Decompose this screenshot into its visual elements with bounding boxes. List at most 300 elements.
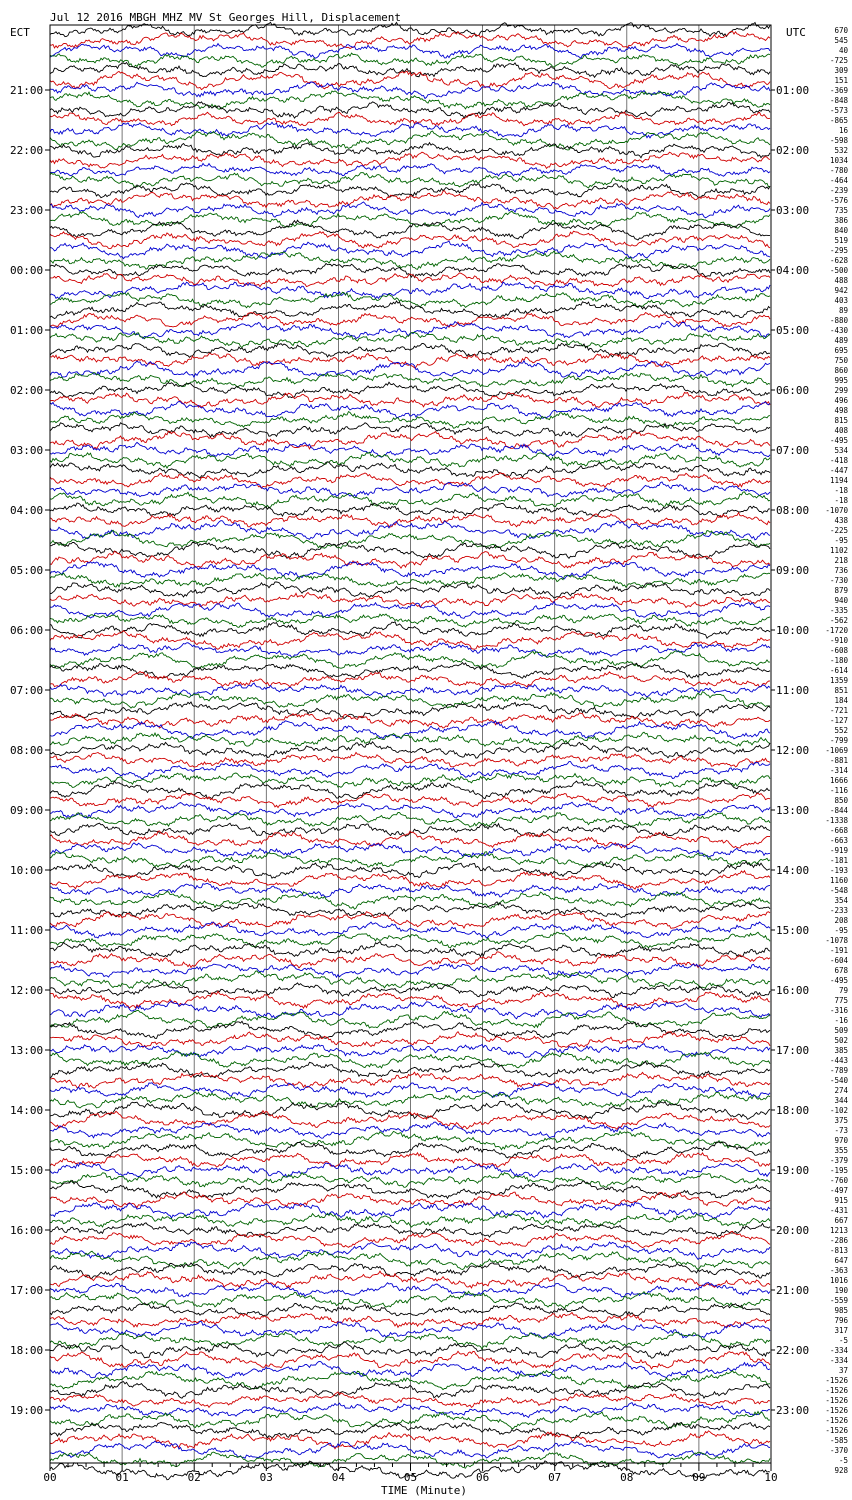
offset-label: 375 <box>834 1116 848 1125</box>
trace-line <box>50 1163 770 1178</box>
offset-label: 970 <box>834 1136 848 1145</box>
trace-line <box>50 202 770 218</box>
trace-line <box>50 82 770 99</box>
offset-label: -576 <box>829 196 848 205</box>
offset-label: 840 <box>834 226 848 235</box>
trace-line <box>50 321 770 338</box>
offset-label: 545 <box>834 36 848 45</box>
trace-line <box>50 702 770 719</box>
offset-label: -598 <box>829 136 848 145</box>
offset-label: -18 <box>834 496 848 505</box>
trace-line <box>50 473 770 489</box>
offset-label: 438 <box>834 516 848 525</box>
trace-line <box>50 521 770 540</box>
offset-label: 151 <box>834 76 848 85</box>
trace-line <box>50 143 770 158</box>
x-tick-label: 06 <box>475 1471 490 1484</box>
offset-label: -844 <box>829 806 848 815</box>
trace-line <box>50 713 770 728</box>
right-hour-label: 14:00 <box>776 864 810 877</box>
offset-label: -18 <box>834 486 848 495</box>
trace-line <box>50 1173 770 1188</box>
offset-label: -668 <box>829 826 848 835</box>
trace-line <box>50 1181 770 1199</box>
chart-title: Jul 12 2016 MBGH MHZ MV St Georges Hill, Displacement <box>50 11 401 24</box>
trace-line <box>50 1321 770 1338</box>
trace-line <box>50 452 770 468</box>
left-hour-label: 11:00 <box>10 924 44 937</box>
right-hour-label: 11:00 <box>776 684 810 697</box>
trace-line <box>50 313 770 328</box>
offset-label: -730 <box>829 576 848 585</box>
offset-label: -370 <box>829 1446 848 1455</box>
trace-line <box>50 173 770 188</box>
right-hour-label: 22:00 <box>776 1344 810 1357</box>
left-hour-label: 13:00 <box>10 1044 44 1057</box>
left-hour-labels <box>10 84 50 1417</box>
x-tick-label: 04 <box>331 1471 346 1484</box>
offset-label: -5 <box>838 1456 848 1465</box>
trace-line <box>50 1291 770 1308</box>
left-hour-label: 16:00 <box>10 1224 44 1237</box>
left-axis-label: ECT <box>10 26 30 39</box>
trace-line <box>50 530 770 548</box>
offset-label: 647 <box>834 1256 848 1265</box>
offset-label: 1666 <box>829 776 848 785</box>
trace-line <box>50 1412 770 1429</box>
offset-label: -1526 <box>825 1426 848 1435</box>
offset-label: -614 <box>829 666 848 675</box>
right-hour-label: 15:00 <box>776 924 810 937</box>
offset-label: -127 <box>829 716 848 725</box>
offset-label: 1160 <box>829 876 848 885</box>
offset-label: 344 <box>834 1096 848 1105</box>
trace-line <box>50 991 770 1008</box>
trace-line <box>50 692 770 708</box>
offset-label: -495 <box>829 976 848 985</box>
left-hour-label: 21:00 <box>10 84 44 97</box>
trace-line <box>50 333 770 348</box>
right-axis-label: UTC <box>786 26 806 39</box>
offset-label: 299 <box>834 386 848 395</box>
right-hour-label: 08:00 <box>776 504 810 517</box>
offset-label: -464 <box>829 176 848 185</box>
trace-line <box>50 163 770 176</box>
offset-label: -295 <box>829 246 848 255</box>
offset-label: -1069 <box>825 746 848 755</box>
offset-label: 1016 <box>829 1276 848 1285</box>
trace-line <box>50 392 770 407</box>
offset-label: 940 <box>834 596 848 605</box>
trace-line <box>50 22 770 36</box>
offset-label: -95 <box>834 536 848 545</box>
trace-line <box>50 902 770 918</box>
trace-line <box>50 361 770 377</box>
trace-line <box>50 44 770 59</box>
offset-label: -314 <box>829 766 848 775</box>
trace-line <box>50 843 770 857</box>
offset-label: 502 <box>834 1036 848 1045</box>
trace-line <box>50 1303 770 1317</box>
x-tick-label: 08 <box>620 1471 634 1484</box>
right-hour-label: 07:00 <box>776 444 810 457</box>
offset-label: 851 <box>834 686 848 695</box>
offset-label: -604 <box>829 956 848 965</box>
left-hour-label: 18:00 <box>10 1344 44 1357</box>
trace-line <box>50 982 770 997</box>
offset-label: 532 <box>834 146 848 155</box>
offset-label: 403 <box>834 296 848 305</box>
trace-line <box>50 932 770 948</box>
trace-line <box>50 482 770 497</box>
trace-line <box>50 672 770 688</box>
left-hour-label: 01:00 <box>10 324 44 337</box>
x-tick-label: 00 <box>43 1471 57 1484</box>
offset-label: 1194 <box>829 476 848 485</box>
offset-label: -1070 <box>825 506 848 515</box>
trace-line <box>50 1282 770 1297</box>
offset-label: 552 <box>834 726 848 735</box>
offset-label: -1720 <box>825 626 848 635</box>
left-hour-label: 14:00 <box>10 1104 44 1117</box>
trace-line <box>50 292 770 308</box>
left-hour-label: 10:00 <box>10 864 44 877</box>
offset-label: 928 <box>834 1466 848 1475</box>
right-hour-label: 19:00 <box>776 1164 810 1177</box>
offset-label: -195 <box>829 1166 848 1175</box>
trace-line <box>50 1032 770 1048</box>
trace-line <box>50 53 770 67</box>
trace-line <box>50 1251 770 1269</box>
offset-label: 985 <box>834 1306 848 1315</box>
offset-label: -562 <box>829 616 848 625</box>
right-hour-label: 05:00 <box>776 324 810 337</box>
left-hour-label: 19:00 <box>10 1404 44 1417</box>
offset-label: 915 <box>834 1196 848 1205</box>
trace-line <box>50 683 770 697</box>
left-hour-label: 00:00 <box>10 264 44 277</box>
offset-label: 40 <box>838 46 848 55</box>
offset-label: -443 <box>829 1056 848 1065</box>
offset-label: -1078 <box>825 936 848 945</box>
offset-label: -418 <box>829 456 848 465</box>
trace-line <box>50 651 770 669</box>
offset-label: -363 <box>829 1266 848 1275</box>
trace-line <box>50 91 770 109</box>
left-hour-label: 17:00 <box>10 1284 44 1297</box>
offset-label: -789 <box>829 1066 848 1075</box>
left-hour-label: 12:00 <box>10 984 44 997</box>
trace-line <box>50 1361 770 1378</box>
offset-label: 79 <box>838 986 848 995</box>
left-hour-label: 06:00 <box>10 624 44 637</box>
trace-line <box>50 752 770 767</box>
offset-label: -191 <box>829 946 848 955</box>
offset-label: -540 <box>829 1076 848 1085</box>
x-tick-label: 09 <box>692 1471 706 1484</box>
offset-label: -73 <box>834 1126 848 1135</box>
offset-label: 16 <box>838 126 848 135</box>
trace-line <box>50 1242 770 1259</box>
right-hour-label: 23:00 <box>776 1404 810 1417</box>
trace-line <box>50 762 770 779</box>
offset-label: 498 <box>834 406 848 415</box>
trace-line <box>50 343 770 357</box>
trace-line <box>50 71 770 89</box>
x-tick-label: 10 <box>764 1471 778 1484</box>
offset-label: 534 <box>834 446 848 455</box>
trace-line <box>50 152 770 168</box>
trace-line <box>50 964 770 977</box>
offset-label: -181 <box>829 856 848 865</box>
offset-label: -334 <box>829 1346 848 1355</box>
trace-line <box>50 1010 770 1028</box>
offset-label: 750 <box>834 356 848 365</box>
offset-label: 1213 <box>829 1226 848 1235</box>
x-tick-label: 01 <box>115 1471 129 1484</box>
offset-label: -431 <box>829 1206 848 1215</box>
offset-label: -497 <box>829 1186 848 1195</box>
offset-label: -865 <box>829 116 848 125</box>
left-hour-label: 23:00 <box>10 204 44 217</box>
offset-label: -369 <box>829 86 848 95</box>
offset-label: -880 <box>829 316 848 325</box>
trace-line <box>50 732 770 746</box>
trace-line <box>50 1202 770 1219</box>
offset-label: 509 <box>834 1026 848 1035</box>
offset-label: -430 <box>829 326 848 335</box>
offset-label: -95 <box>834 926 848 935</box>
offset-label: -548 <box>829 886 848 895</box>
offset-label: -193 <box>829 866 848 875</box>
offset-label: -102 <box>829 1106 848 1115</box>
left-hour-label: 22:00 <box>10 144 44 157</box>
offset-label: 184 <box>834 696 848 705</box>
right-hour-label: 16:00 <box>776 984 810 997</box>
offset-label: -286 <box>829 1236 848 1245</box>
trace-line <box>50 442 770 457</box>
offset-label: 667 <box>834 1216 848 1225</box>
offset-label: 678 <box>834 966 848 975</box>
offset-label: -910 <box>829 636 848 645</box>
trace-line <box>50 813 770 828</box>
offset-label: 309 <box>834 66 848 75</box>
trace-line <box>50 1342 770 1358</box>
offset-label: -1526 <box>825 1396 848 1405</box>
left-hour-label: 05:00 <box>10 564 44 577</box>
offset-label: -1526 <box>825 1416 848 1425</box>
x-tick-label: 07 <box>548 1471 562 1484</box>
trace-line <box>50 382 770 397</box>
trace-line <box>50 793 770 808</box>
right-hour-label: 09:00 <box>776 564 810 577</box>
right-hour-label: 18:00 <box>776 1104 810 1117</box>
offset-label: 860 <box>834 366 848 375</box>
offset-label: -628 <box>829 256 848 265</box>
trace-line <box>50 1044 770 1058</box>
trace-line <box>50 892 770 910</box>
offset-label: 695 <box>834 346 848 355</box>
trace-line <box>50 102 770 118</box>
offset-label: -919 <box>829 846 848 855</box>
right-hour-label: 04:00 <box>776 264 810 277</box>
offset-label: 670 <box>834 26 848 35</box>
trace-line <box>50 1153 770 1167</box>
right-hour-label: 01:00 <box>776 84 810 97</box>
offset-label: 796 <box>834 1316 848 1325</box>
offset-label: -180 <box>829 656 848 665</box>
offset-label: 496 <box>834 396 848 405</box>
trace-line <box>50 1001 770 1019</box>
offset-label: -447 <box>829 466 848 475</box>
left-hour-label: 07:00 <box>10 684 44 697</box>
trace-line <box>50 631 770 650</box>
offset-label: 1034 <box>829 156 848 165</box>
trace-line <box>50 1382 770 1399</box>
trace-line <box>50 1122 770 1138</box>
trace-line <box>50 1101 770 1119</box>
trace-line <box>50 852 770 868</box>
offset-label: -1526 <box>825 1376 848 1385</box>
trace-group <box>50 22 770 1480</box>
offset-label: 386 <box>834 216 848 225</box>
offset-label: -780 <box>829 166 848 175</box>
offset-label: -559 <box>829 1296 848 1305</box>
offset-label: -334 <box>829 1356 848 1365</box>
offset-label: -5 <box>838 1336 848 1345</box>
offset-label: 995 <box>834 376 848 385</box>
trace-line <box>50 122 770 138</box>
offset-label: -813 <box>829 1246 848 1255</box>
trace-line <box>50 431 770 449</box>
trace-line <box>50 63 770 78</box>
trace-line <box>50 112 770 126</box>
offset-label: -881 <box>829 756 848 765</box>
offset-label: 1359 <box>829 676 848 685</box>
left-hour-label: 04:00 <box>10 504 44 517</box>
offset-label: -233 <box>829 906 848 915</box>
trace-line <box>50 1313 770 1328</box>
trace-line <box>50 663 770 679</box>
trace-line <box>50 773 770 787</box>
offset-label: 408 <box>834 426 848 435</box>
offset-label: 519 <box>834 236 848 245</box>
offset-label: -760 <box>829 1176 848 1185</box>
offset-label: -1526 <box>825 1386 848 1395</box>
offset-label: -116 <box>829 786 848 795</box>
trace-line <box>50 1142 770 1158</box>
trace-line <box>50 614 770 627</box>
trace-line <box>50 1083 770 1098</box>
offset-label: -799 <box>829 736 848 745</box>
offset-label: 489 <box>834 336 848 345</box>
trace-line <box>50 1131 770 1149</box>
offset-label: 218 <box>834 556 848 565</box>
right-hour-label: 10:00 <box>776 624 810 637</box>
left-hour-label: 08:00 <box>10 744 44 757</box>
offset-label: 850 <box>834 796 848 805</box>
offset-label: 317 <box>834 1326 848 1335</box>
grid-lines <box>122 25 699 1463</box>
offset-label: -848 <box>829 96 848 105</box>
offset-label: -1338 <box>825 816 848 825</box>
trace-line <box>50 1332 770 1349</box>
trace-line <box>50 1092 770 1108</box>
offset-label: -1526 <box>825 1406 848 1415</box>
trace-line <box>50 241 770 259</box>
offset-label: -721 <box>829 706 848 715</box>
offset-label: -663 <box>829 836 848 845</box>
trace-line <box>50 912 770 929</box>
right-hour-label: 02:00 <box>776 144 810 157</box>
trace-line <box>50 883 770 897</box>
offset-label: 354 <box>834 896 848 905</box>
x-tick-label: 03 <box>259 1471 273 1484</box>
right-hour-labels <box>771 84 809 1417</box>
offset-label: -316 <box>829 1006 848 1015</box>
offset-label: 208 <box>834 916 848 925</box>
trace-line <box>50 282 770 299</box>
trace-line <box>50 1431 770 1449</box>
trace-line <box>50 742 770 758</box>
offset-label: 942 <box>834 286 848 295</box>
offset-label: 385 <box>834 1046 848 1055</box>
right-hour-label: 20:00 <box>776 1224 810 1237</box>
right-hour-label: 13:00 <box>776 804 810 817</box>
offset-label: 274 <box>834 1086 848 1095</box>
trace-line <box>50 721 770 739</box>
offset-label: -585 <box>829 1436 848 1445</box>
x-axis <box>43 1463 777 1484</box>
x-axis-label: TIME (Minute) <box>380 1484 468 1497</box>
offset-label: -335 <box>829 606 848 615</box>
offset-label: -725 <box>829 56 848 65</box>
offset-label: 190 <box>834 1286 848 1295</box>
right-hour-label: 21:00 <box>776 1284 810 1297</box>
x-tick-label: 05 <box>403 1471 418 1484</box>
offset-label: -573 <box>829 106 848 115</box>
trace-line <box>50 402 770 419</box>
offset-label: 488 <box>834 276 848 285</box>
offset-label: 775 <box>834 996 848 1005</box>
left-hour-label: 09:00 <box>10 804 44 817</box>
x-tick-label: 02 <box>187 1471 201 1484</box>
offset-label: -16 <box>834 1016 848 1025</box>
left-hour-label: 03:00 <box>10 444 44 457</box>
trace-line <box>50 622 770 638</box>
left-hour-label: 02:00 <box>10 384 44 397</box>
trace-line <box>50 871 770 889</box>
right-hour-label: 17:00 <box>776 1044 810 1057</box>
offset-label: 815 <box>834 416 848 425</box>
offset-label: -495 <box>829 436 848 445</box>
offset-label: -379 <box>829 1156 848 1165</box>
right-hour-label: 06:00 <box>776 384 810 397</box>
offset-label: 355 <box>834 1146 848 1155</box>
offset-label: -225 <box>829 526 848 535</box>
offset-label: 1102 <box>829 546 848 555</box>
offset-label: 736 <box>834 566 848 575</box>
offset-labels <box>825 26 848 1475</box>
offset-label: -500 <box>829 266 848 275</box>
right-hour-label: 12:00 <box>776 744 810 757</box>
offset-label: 37 <box>838 1366 848 1375</box>
trace-line <box>50 191 770 209</box>
trace-line <box>50 593 770 608</box>
offset-label: 735 <box>834 206 848 215</box>
trace-line <box>50 513 770 527</box>
trace-line <box>50 562 770 579</box>
